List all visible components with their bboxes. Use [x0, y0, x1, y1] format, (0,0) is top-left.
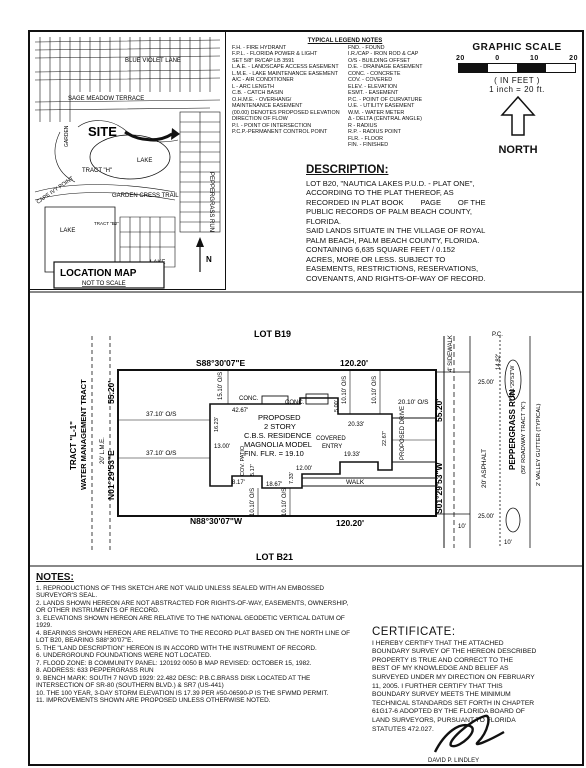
legend-item: FIN. - FINISHED: [348, 142, 389, 148]
legend-item: I.R./CAP - IRON ROD & CAP: [348, 51, 419, 57]
legend-item: L.M.E. - LAKE MAINTENANCE EASEMENT: [232, 70, 339, 77]
street-label: PEPPERGRASS RUN: [208, 172, 214, 233]
distance-south: 120.20': [336, 518, 365, 528]
certificate-line: BOUNDARY SURVEY OF THE HEREON DESCRIBED: [372, 648, 537, 656]
legend-item: U.E. - UTILITY EASEMENT: [348, 103, 415, 109]
north-label: NORTH: [498, 144, 538, 156]
offset-label: 10.10' O/S: [372, 375, 378, 404]
dimension-label: 16.23': [214, 417, 220, 432]
legend-item: ELEV. - ELEVATION: [348, 83, 398, 90]
offset-label: 10.10' O/S: [282, 487, 288, 516]
legend-item: CONC. - CONCRETE: [348, 70, 401, 77]
legend-item: MAINTENANCE EASEMENT: [232, 103, 303, 109]
location-map-scale-note: NOT TO SCALE: [82, 281, 126, 287]
description-title: DESCRIPTION:: [306, 164, 389, 176]
certificate-line: TECHNICAL STANDARDS SET FORTH IN CHAPTER: [372, 699, 535, 707]
legend-item: P.C. - POINT OF CURVATURE: [348, 96, 423, 103]
offset-label: 15.10' O/S: [218, 371, 224, 400]
certificate-line: BEST OF MY KNOWLEDGE AND BELIEF AS: [372, 665, 509, 673]
distance-east: 55.20': [434, 398, 444, 422]
bearing-east: S01°29'53"W: [434, 462, 444, 514]
legend-item: F.H. - FIRE HYDRANT: [232, 44, 287, 51]
dimension-label: 12.00': [296, 466, 313, 472]
legend-item: (00.00) DENOTES PROPOSED ELEVATION: [232, 109, 340, 116]
description-line: COVENANTS, AND RIGHTS-OF-WAY OF RECORD.: [306, 273, 486, 283]
scale-tick-label: 20: [569, 55, 578, 62]
certificate-line: 11, 2005. I FURTHER CERTIFY THAT THIS: [372, 682, 503, 690]
note-item: 1. REPRODUCTIONS OF THIS SKETCH ARE NOT VALID UNLESS SEALED WITH AN EMBOSSED SURVEYOR'S SEAL.: [36, 584, 324, 599]
bearing-west: N01°29'53"E: [106, 450, 116, 500]
concrete-pad: [306, 394, 328, 404]
concrete-label: CONC.: [239, 396, 259, 402]
certificate-line: PROPERTY IS TRUE AND CORRECT TO THE: [372, 656, 514, 664]
legend-item: R.P. - RADIUS POINT: [348, 129, 401, 135]
street-label: GARDEN: [64, 125, 70, 147]
legend-item: ESMT. - EASEMENT: [348, 90, 399, 96]
tract-label: TRACT "H": [82, 168, 113, 174]
north-letter: N: [206, 255, 212, 264]
tract-label: TRACT "B2": [94, 221, 119, 226]
dimension-label: 10': [458, 524, 466, 530]
legend-title: TYPICAL LEGEND NOTES: [307, 38, 383, 44]
dimension-label: 13.00': [214, 444, 231, 450]
offset-label: 10.10' O/S: [342, 375, 348, 404]
curve-bubble: [506, 508, 520, 532]
legend-item: C.B. - CATCH BASIN: [232, 90, 284, 96]
note-item: 8. ADDRESS: 633 PEPPERGRASS RUN: [36, 667, 154, 674]
description-line: LOT B20, "NAUTICA LAKES P.U.D. - PLAT ONE",: [306, 178, 475, 188]
signature: [430, 712, 510, 758]
legend-item: D.E. - DRAINAGE EASEMENT: [348, 64, 423, 70]
description-line: CONTAINING 6,635 SQUARE FEET / 0.152: [306, 245, 456, 254]
street-label: BLUE VIOLET LANE: [125, 58, 181, 64]
legend-item: P.I. - POINT OF INTERSECTION: [232, 122, 312, 129]
street-label: GARDEN CRESS TRAIL: [112, 193, 179, 199]
description-line: PUBLIC RECORDS OF PALM BEACH COUNTY,: [306, 207, 472, 216]
lme-label: 20' L.M.E.: [100, 437, 106, 464]
walk-label: WALK: [346, 479, 365, 486]
scale-tick-label: 20: [456, 55, 465, 62]
legend-item: P.C.P.-PERMANENT CONTROL POINT: [232, 129, 328, 135]
note-item: 7. FLOOD ZONE: B COMMUNITY PANEL: 120192 0050 B MAP REVISED: OCTOBER 15, 1982.: [36, 659, 312, 667]
graphic-scale-ratio: 1 inch = 20 ft.: [489, 85, 545, 94]
legend-item: R - RADIUS: [348, 122, 378, 129]
dimension-label: 5.00': [334, 400, 340, 412]
lot-north-label: LOT B19: [254, 329, 292, 339]
legend-item: DIRECTION OF FLOW: [232, 116, 288, 122]
tract-label: TRACT "L-1": [69, 421, 78, 470]
driveway-label: PROPOSED DRIVE: [400, 405, 406, 460]
legend-item: FND. - FOUND: [348, 44, 385, 51]
house-label: 2 STORY: [264, 422, 296, 431]
lake-label: LAKE: [60, 228, 76, 234]
note-item: 11. IMPROVEMENTS SHOWN ARE PROPOSED UNLESS OTHERWISE NOTED.: [36, 697, 271, 704]
legend-item: Δ - DELTA (CENTRAL ANGLE): [348, 116, 422, 122]
legend-item: SET 5/8" IR/CAP LB 3591: [232, 57, 295, 64]
certificate-line: 61G17-6 ADOPTED BY THE FLORIDA BOARD OF: [372, 708, 525, 716]
dimension-label: 25.00': [478, 514, 495, 520]
description-line: RECORDED IN PLAT BOOK PAGE OF THE: [306, 197, 486, 207]
legend-item: F.P.L. - FLORIDA POWER & LIGHT: [232, 51, 318, 57]
dimension-label: 19.33': [344, 452, 361, 458]
offset-label: 37.10' O/S: [146, 450, 177, 457]
house-label: C.B.S. RESIDENCE: [244, 431, 312, 440]
bearing-north: S88°30'07"E: [196, 358, 246, 368]
note-item: 10. THE 100 YEAR, 3-DAY STORM ELEVATION IS 17.39 PER #50-06590-P IS THE SFWMD PERMIT.: [36, 689, 329, 697]
location-map-title: LOCATION MAP: [60, 268, 137, 279]
house-label: PROPOSED: [258, 413, 301, 422]
concrete-label: CONC.: [285, 400, 305, 406]
asphalt-label: 20' ASPHALT: [481, 448, 488, 488]
legend-item: O.H.M.E. - OVERHANG/: [232, 96, 292, 103]
legend-item: A/C - AIR CONDITIONER: [232, 77, 294, 83]
dimension-label: 25.00': [478, 380, 495, 386]
house-label: FIN. FLR. = 19.10: [244, 449, 304, 458]
covered-patio-label: COV. PATIO: [240, 445, 246, 476]
legend-item: W.M. - WATER METER: [348, 109, 405, 116]
covered-entry-label: ENTRY: [322, 444, 343, 450]
dimension-label: 42.67': [232, 408, 249, 414]
description-line: SAID LANDS SITUATE IN THE VILLAGE OF ROYAL: [306, 226, 486, 235]
tract-sublabel: WATER MANAGEMENT TRACT: [79, 379, 88, 490]
dimension-label: 14.82': [496, 353, 502, 370]
offset-label: 37.10' O/S: [146, 411, 177, 418]
offset-label: 10.10' O/S: [250, 487, 256, 516]
legend-item: FLR. - FLOOR: [348, 135, 384, 142]
description-line: PALM BEACH, PALM BEACH COUNTY, FLORIDA.: [306, 235, 480, 245]
description-line: ACCORDING TO THE PLAT THEREOF, AS: [306, 188, 454, 197]
certificate-line: I HEREBY CERTIFY THAT THE ATTACHED: [372, 639, 504, 647]
dimension-label: 10': [504, 540, 512, 546]
description-line: FLORIDA.: [306, 216, 342, 226]
dimension-label: 7.33': [289, 472, 295, 484]
notes: [36, 574, 354, 705]
dimension-label: 20.33': [348, 422, 365, 428]
legend-item: COV. - COVERED: [348, 77, 393, 83]
note-item: 9. BENCH MARK: SOUTH 7 NGVD 1929: 22.482 DESC: P.B.C.BRASS DISK LOCATED AT THE INTERSECTION OF SR-80 (SOUTHERN BLVD.) & SR7 (US-441): [36, 674, 311, 689]
legend-item: O/S - BUILDING OFFSET: [348, 57, 411, 64]
certificate-line: LAND SURVEYORS, PURSUANT TO FLORIDA: [372, 716, 516, 724]
certificate-title: CERTIFICATE:: [372, 626, 456, 638]
graphic-scale-unit: ( IN FEET ): [494, 76, 540, 85]
gutter-label: 2' VALLEY GUTTER (TYPICAL): [536, 403, 542, 486]
dimension-label: 5.17': [250, 464, 256, 476]
signer-name: DAVID P. LINDLEY: [428, 758, 480, 764]
scale-tick-label: 0: [495, 55, 500, 62]
legend-item: L - ARC LENGTH: [232, 83, 275, 90]
covered-entry-label: COVERED: [316, 436, 346, 442]
pc-label: P.C.: [492, 332, 503, 338]
certificate-line: STATUTES 472.027.: [372, 725, 434, 733]
certificate-line: SURVEYED UNDER MY DIRECTION ON FEBRUARY: [372, 673, 535, 681]
graphic-scale-title: GRAPHIC SCALE: [472, 42, 562, 53]
lake-label: LAKE: [137, 158, 153, 164]
scale-tick-label: 10: [529, 55, 539, 62]
dimension-label: 22.67': [382, 431, 388, 446]
sidewalk-label: 4' SIDEWALK: [448, 335, 454, 372]
note-item: 3. ELEVATIONS SHOWN HEREON ARE RELATIVE TO THE NATIONAL GEODETIC VERTICAL DATUM OF 1929.: [36, 614, 345, 629]
legend-item: L.A.E. - LANDSCAPE ACCESS EASEMENT: [232, 64, 339, 70]
house-label: MAGNOLIA MODEL: [244, 440, 312, 449]
distance-north: 120.20': [340, 358, 369, 368]
walkway: [302, 478, 436, 486]
dimension-label: 8.17': [232, 480, 245, 486]
offset-label: 20.10' O/S: [398, 399, 429, 406]
site-label: SITE: [88, 124, 117, 139]
note-item: 5. THE "LAND DESCRIPTION" HEREON IS IN ACCORD WITH THE INSTRUMENT OF RECORD.: [36, 644, 317, 652]
lot-south-label: LOT B21: [256, 552, 294, 562]
distance-west: 55.20': [106, 380, 116, 404]
certificate-line: BOUNDARY SURVEY MEETS THE MINIMUM: [372, 691, 511, 699]
street-label: CAPE IVY POINT: [35, 175, 75, 206]
road-bearing-label: S01°29'53"W: [510, 365, 516, 398]
note-item: 4. BEARINGS SHOWN HEREON ARE RELATIVE TO THE RECORD PLAT BASED ON THE NORTH LINE OF LOT B20, BEARING S88°30'07"E.: [36, 629, 351, 644]
road-name: PEPPERGRASS RUN: [508, 389, 517, 470]
description-line: EASEMENTS, RESTRICTIONS, RESERVATIONS,: [306, 264, 479, 273]
note-item: 6. UNDERGROUND FOUNDATIONS WERE NOT LOCATED.: [36, 652, 212, 659]
dimension-label: 18.67': [266, 482, 283, 488]
notes-title: NOTES:: [36, 572, 74, 583]
description-line: ACRES, MORE OR LESS. SUBJECT TO: [306, 254, 446, 264]
note-item: 2. LANDS SHOWN HEREON ARE NOT ABSTRACTED FOR RIGHTS-OF-WAY, EASEMENTS, OWNERSHIP, OR OTHER INSTRUMENTS OF RECORD.: [36, 599, 349, 614]
street-label: SAGE MEADOW TERRACE: [68, 96, 145, 102]
bearing-south: N88°30'07"W: [190, 516, 242, 526]
road-tract-label: (50' ROADWAY TRACT "K"): [521, 401, 527, 474]
